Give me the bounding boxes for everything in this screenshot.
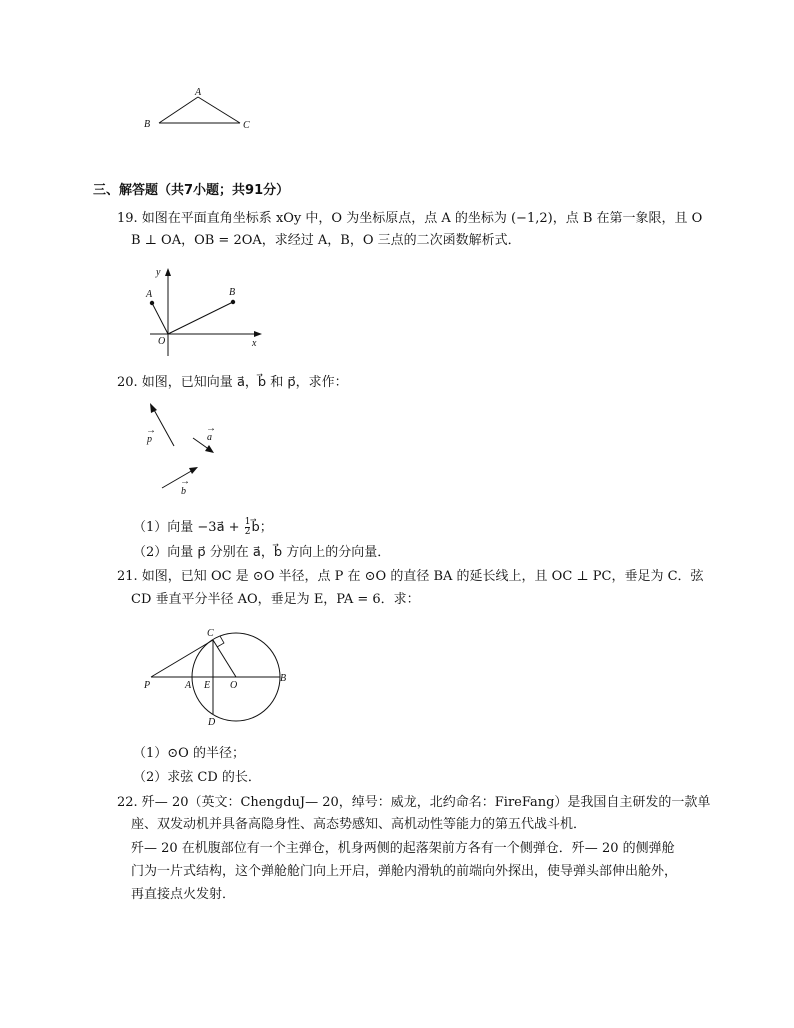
fraction-denominator: 2 bbox=[244, 527, 251, 537]
q19-line1: 19. 如图在平面直角坐标系 xOy 中，O 为坐标原点，点 A 的坐标为 (−1,2)，点 B 在第一象限，且 O bbox=[117, 211, 703, 226]
q21-line1: 21. 如图，已知 OC 是 ⊙O 半径，点 P 在 ⊙O 的直径 BA 的延长线上，且 OC ⊥ PC，垂足为 C．弦 bbox=[117, 569, 704, 584]
q20-sub1-pre: （1）向量 −3a⃗ + bbox=[133, 520, 240, 535]
label-P: P bbox=[144, 680, 151, 691]
label-E: E bbox=[204, 680, 211, 691]
circle-figure bbox=[140, 622, 300, 732]
q22-line5: 再直接点火发射． bbox=[131, 887, 236, 902]
label-B: B bbox=[280, 673, 287, 684]
label-A: A bbox=[146, 289, 153, 300]
label-C: C bbox=[243, 120, 250, 131]
fraction-numerator: 1 bbox=[244, 517, 251, 527]
q20-line1: 20. 如图，已知向量 a⃗，b⃗ 和 p⃗，求作： bbox=[117, 375, 348, 390]
arrow-p: → bbox=[146, 425, 156, 436]
q20-sub1-post: b⃗； bbox=[251, 520, 273, 535]
q22-line4: 门为一片式结构，这个弹舱舱门向上开启，弹舱内滑轨的前端向外探出，使导弹头部伸出舱外， bbox=[131, 864, 678, 879]
vectors-figure bbox=[140, 398, 230, 498]
fraction-half bbox=[245, 518, 251, 537]
label-x: x bbox=[252, 338, 257, 349]
section-heading: 三、解答题（共7小题；共91分） bbox=[93, 183, 290, 198]
coordinate-figure bbox=[140, 264, 270, 360]
label-a: a bbox=[207, 432, 212, 443]
q21-line2: CD 垂直平分半径 AO，垂足为 E，PA = 6．求： bbox=[131, 592, 420, 607]
arrow-b: → bbox=[180, 476, 190, 487]
q22-line3: 歼— 20 在机腹部位有一个主弹仓，机身两侧的起落架前方各有一个侧弹仓．歼— 20 的侧弹舱 bbox=[131, 841, 675, 856]
q20-sub2: （2）向量 p⃗ 分别在 a⃗，b⃗ 方向上的分向量． bbox=[133, 545, 391, 560]
label-y: y bbox=[156, 267, 161, 278]
label-C: C bbox=[207, 628, 214, 639]
q21-sub1: （1）⊙O 的半径； bbox=[133, 746, 245, 761]
arrow-a: → bbox=[206, 423, 216, 434]
q20-sub1 bbox=[133, 518, 273, 538]
q22-line2: 座、双发动机并具备高隐身性、高态势感知、高机动性等能力的第五代战斗机． bbox=[131, 817, 587, 832]
q21-sub2: （2）求弦 CD 的长． bbox=[133, 770, 261, 785]
label-D: D bbox=[208, 717, 216, 728]
label-b: b bbox=[181, 486, 186, 497]
label-B: B bbox=[144, 119, 151, 130]
label-O: O bbox=[158, 336, 166, 347]
label-p: p bbox=[147, 434, 152, 445]
label-A: A bbox=[195, 87, 202, 98]
label-A: A bbox=[185, 680, 192, 691]
label-B: B bbox=[229, 287, 236, 298]
triangle-figure bbox=[140, 86, 260, 132]
label-O: O bbox=[230, 680, 238, 691]
q19-line2: B ⊥ OA，OB = 2OA，求经过 A，B，O 三点的二次函数解析式． bbox=[131, 233, 521, 248]
q22-line1: 22. 歼— 20（英文：ChengduJ— 20，绰号：威龙，北约命名：FireFang）是我国自主研发的一款单 bbox=[117, 795, 711, 810]
